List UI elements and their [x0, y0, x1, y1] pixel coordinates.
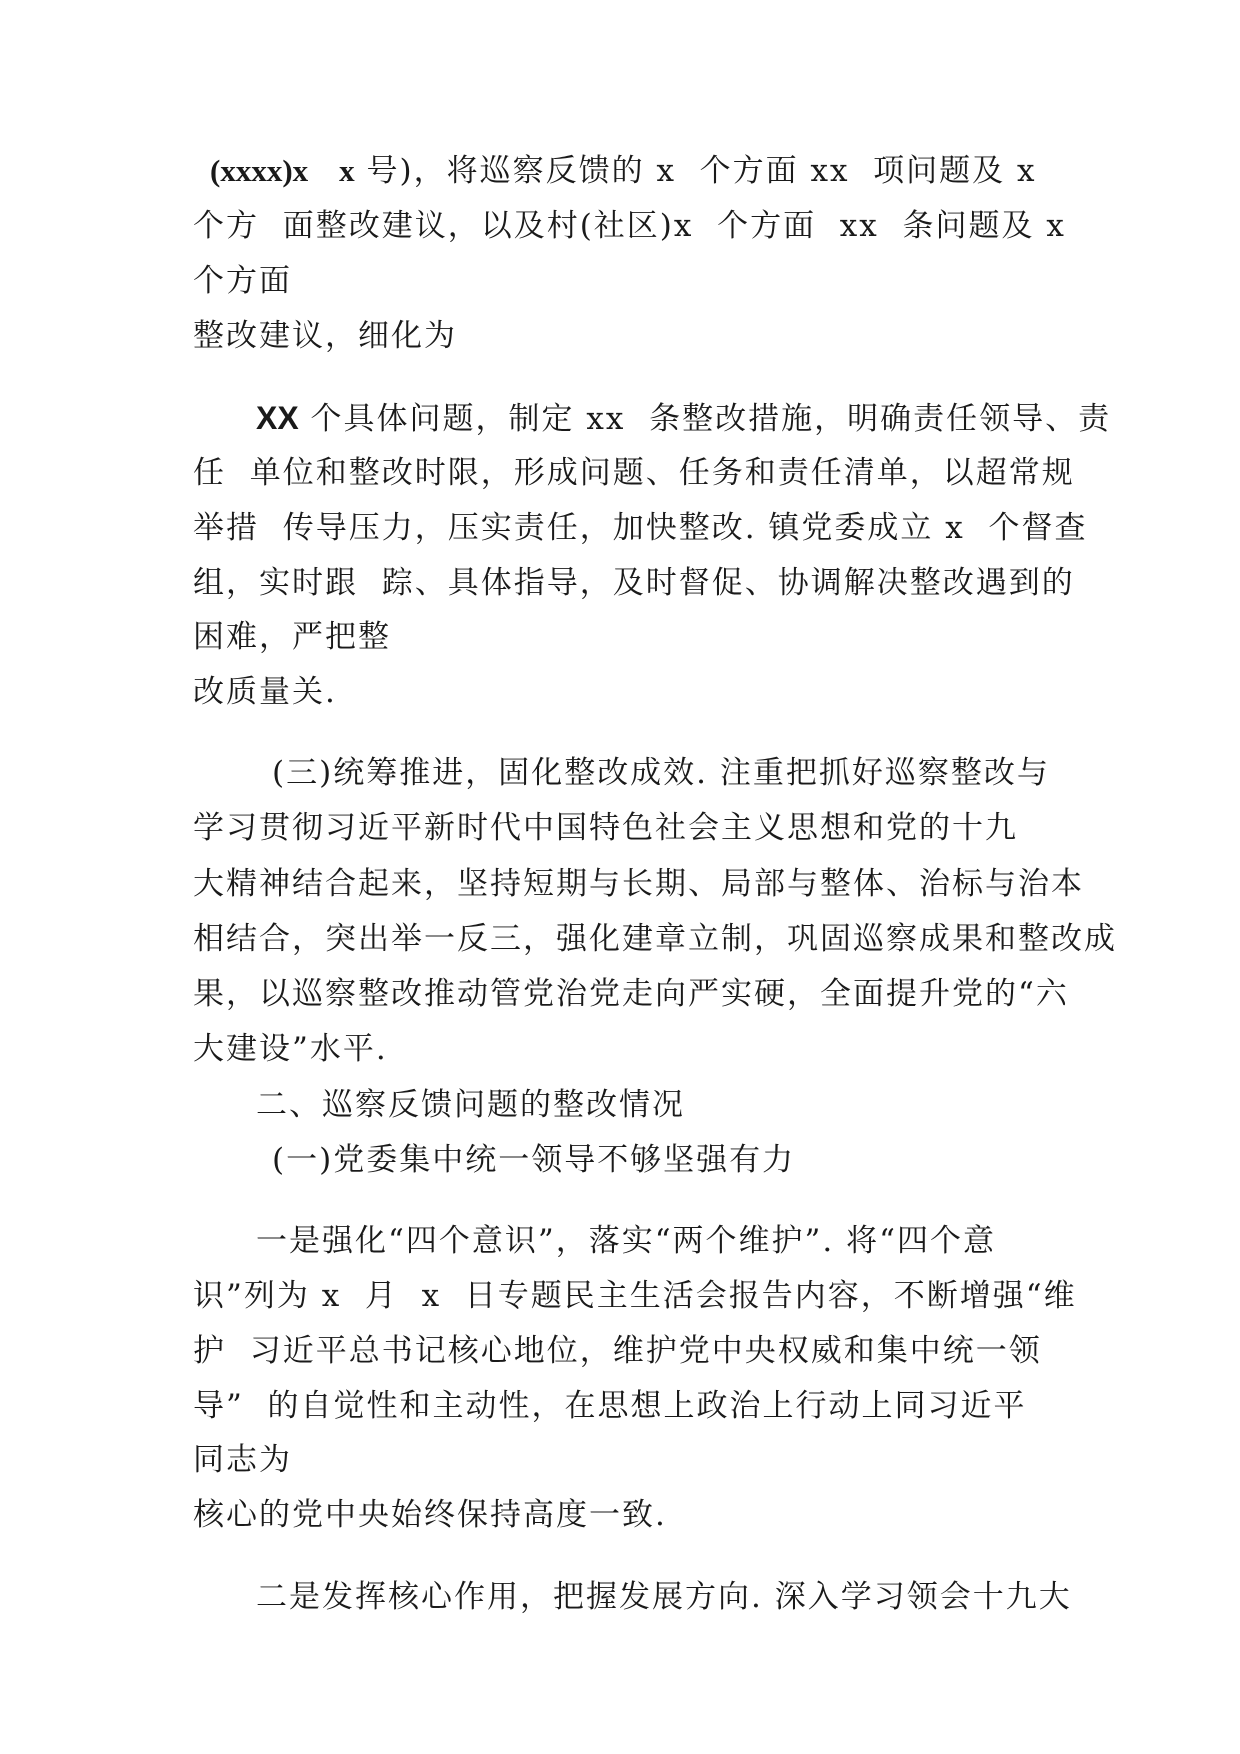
text-line: 举措 传导压力，压实责任，加快整改. 镇党委成立 x 个督查	[193, 510, 1088, 546]
text-line: 同志为	[193, 1442, 292, 1478]
text-line: 大精神结合起来，坚持短期与长期、局部与整体、治标与治本	[193, 866, 1084, 902]
text-line: 相结合，突出举一反三，强化建章立制，巩固巡察成果和整改成	[193, 921, 1117, 957]
section-heading: (三)统筹推进，固化整改成效. 注重把抓好巡察整改与	[272, 755, 1050, 791]
doc-number-bold: (xxxx)x x	[210, 153, 355, 188]
text-line: 一是强化“四个意识”，落实“两个维护”. 将“四个意	[256, 1223, 996, 1259]
text-line: XX 个具体问题，制定 xx 条整改措施，明确责任领导、责	[256, 400, 1112, 437]
text-line: 学习贯彻习近平新时代中国特色社会主义思想和党的十九	[193, 810, 1018, 846]
chapter-heading: 二、巡察反馈问题的整改情况	[256, 1087, 685, 1123]
section-heading: (一)党委集中统一领导不够坚强有力	[272, 1142, 796, 1178]
text-line: 困难，严把整	[193, 619, 391, 655]
text-line: 识”列为 x 月 x 日专题民主生活会报告内容，不断增强“维	[193, 1278, 1077, 1314]
text-line: 组，实时跟 踪、具体指导，及时督促、协调解决整改遇到的	[193, 565, 1075, 601]
text-line: 任 单位和整改时限，形成问题、任务和责任清单，以超常规	[193, 455, 1075, 491]
text-line: 大建设”水平.	[193, 1031, 388, 1067]
text-line: 核心的党中央始终保持高度一致.	[193, 1497, 667, 1533]
text-line: 个方 面整改建议，以及村(社区)x 个方面 xx 条问题及 x	[193, 208, 1066, 244]
text-line: 个方面	[193, 263, 292, 299]
text-line: 整改建议，细化为	[193, 318, 457, 354]
text-line: (xxxx)x x 号)，将巡察反馈的 x 个方面 xx 项问题及 x	[210, 153, 1037, 189]
text-line: 改质量关.	[193, 674, 337, 710]
text-line: 导” 的自觉性和主动性，在思想上政治上行动上同习近平	[193, 1388, 1027, 1424]
text-line: 护 习近平总书记核心地位，维护党中央权威和集中统一领	[193, 1333, 1042, 1369]
text-line: 果，以巡察整改推动管党治党走向严实硬，全面提升党的“六	[193, 976, 1069, 1012]
count-bold: XX	[256, 400, 299, 436]
text-line: 二是发挥核心作用，把握发展方向. 深入学习领会十九大	[256, 1579, 1072, 1615]
